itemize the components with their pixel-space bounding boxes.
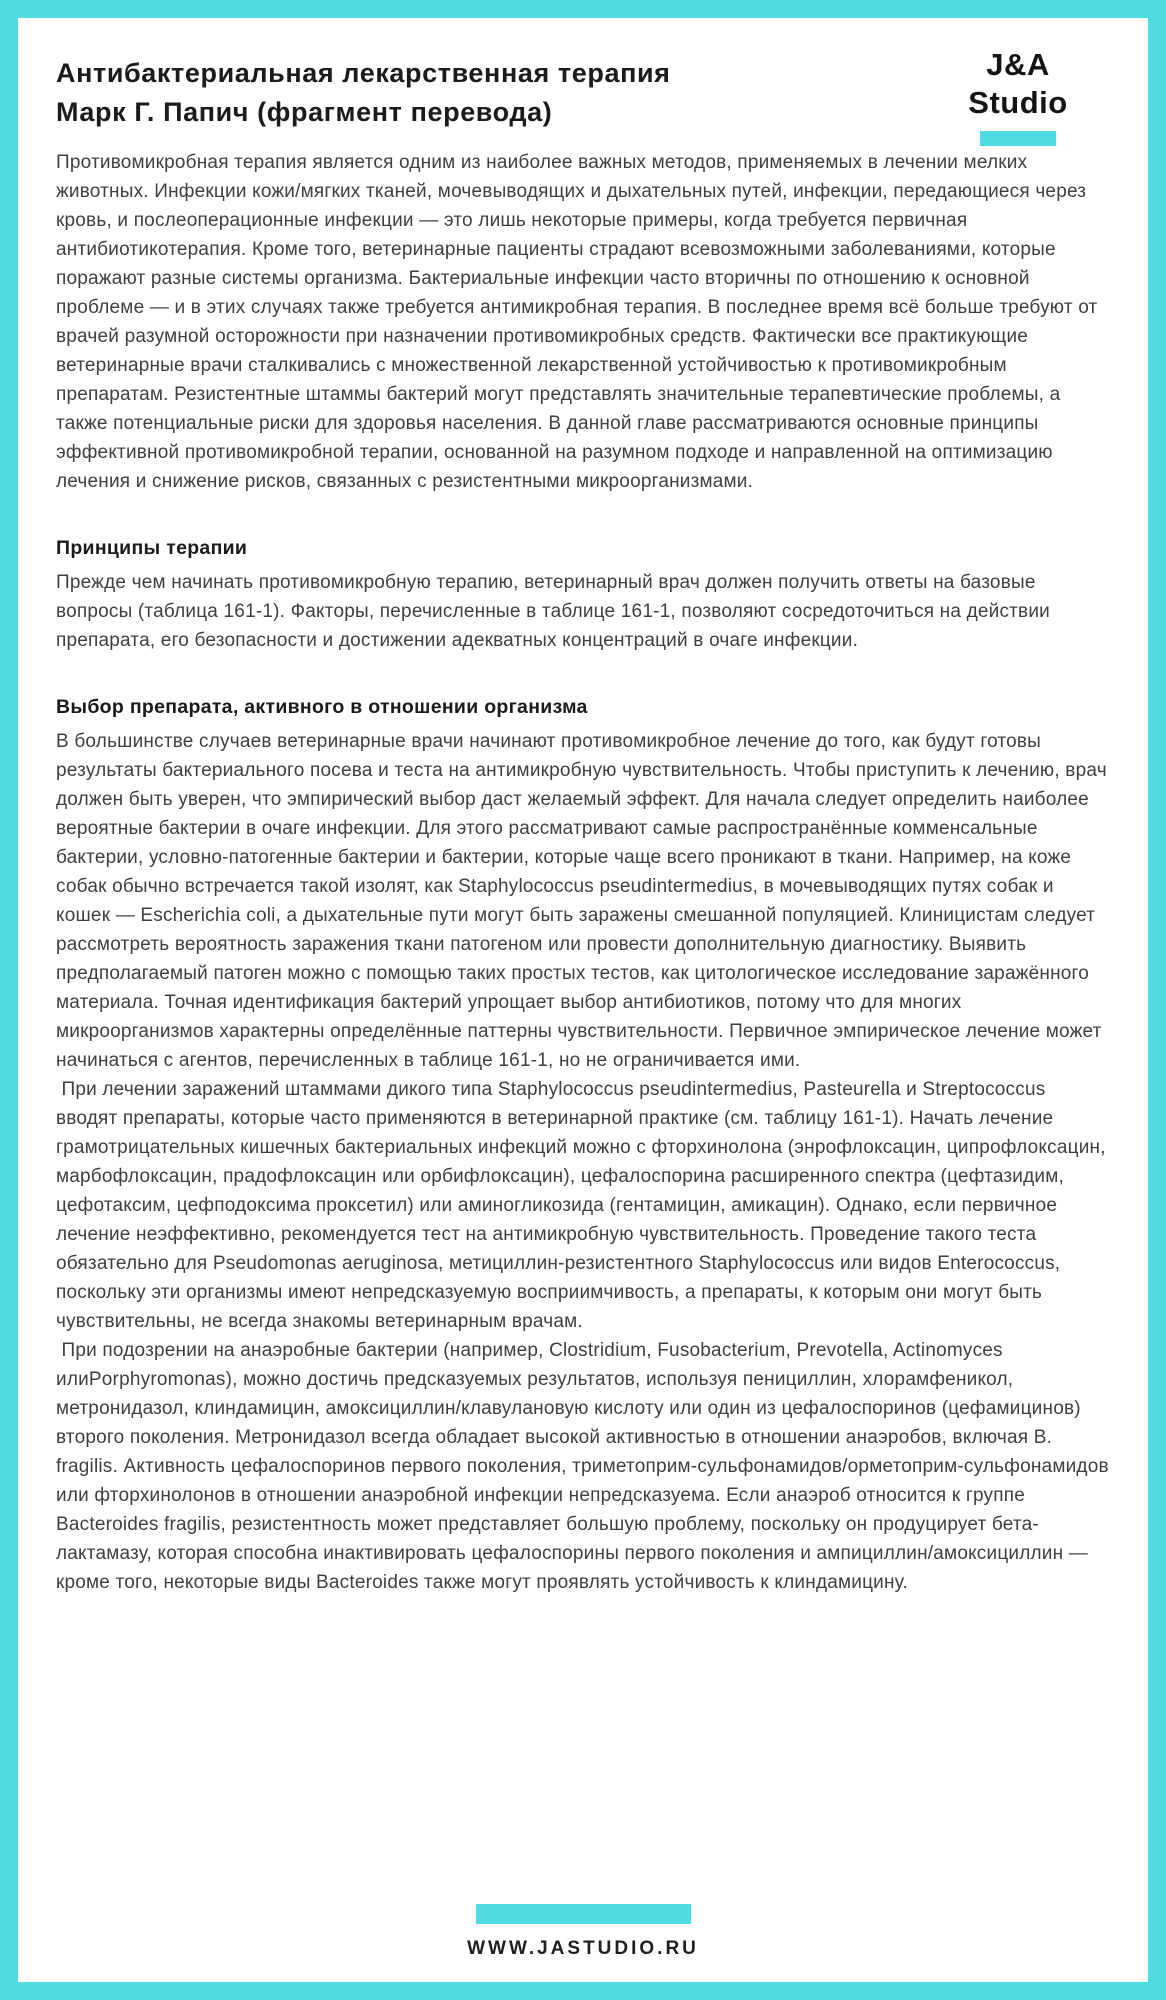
intro-section	[56, 148, 1110, 496]
footer-url: WWW.JASTUDIO.RU	[467, 1938, 699, 1959]
drug-choice-paragraph-3: При подозрении на анаэробные бактерии (например, Clostridium, Fusobacterium, Prevotella, Actinomyces илиPorphyromonas), можно достичь предсказуемых результатов, используя пенициллин, хлорамфеникол, метронидазол, клиндамицин, амоксициллин/клавулановую кислоту или один из цефалоспоринов (цефамицинов) второго поколения. Метронидазол всегда обладает высокой активностью в отношении анаэробов, включая B. fragilis. Активность цефалоспоринов первого поколения, триметоприм-сульфонамидов/орметоприм-сульфонамидов или фторхинолонов в отношении анаэробной инфекции непредсказуема. Если анаэроб относится к группе Bacteroides fragilis, резистентность может представляет большую проблему, поскольку он продуцирует бета-лактамазу, которая способна инактивировать цефалоспорины первого поколения и ампициллин/амоксициллин — кроме того, некоторые виды Bacteroides также могут проявлять устойчивость к клиндамицину.	[56, 1340, 1115, 1593]
footer-accent-bar	[476, 1904, 691, 1924]
section-principles	[56, 534, 1110, 655]
document-content	[18, 18, 1148, 1982]
studio-logo	[958, 46, 1078, 146]
principles-paragraph: Прежде чем начинать противомикробную терапию, ветеринарный врач должен получить ответы на базовые вопросы (таблица 161-1). Факторы, перечисленные в таблице 161-1, позволяют сосредоточиться на действии препарата, его безопасности и достижении адекватных концентраций в очаге инфекции.	[56, 572, 1056, 651]
logo-text-line-2: Studio	[968, 85, 1068, 120]
logo-text-line-1: J&A	[986, 47, 1050, 82]
title-line-1: Антибактериальная лекарственная терапия	[56, 58, 671, 88]
section-heading-principles: Принципы терапии	[56, 537, 248, 559]
drug-choice-paragraph-1: В большинстве случаев ветеринарные врачи начинают противомикробное лечение до того, как будут готовы результаты бактериального посева и теста на антимикробную чувствительность. Чтобы приступить к лечению, врач должен быть уверен, что эмпирический выбор даст желаемый эффект. Для начала следует определить наиболее вероятные бактерии в очаге инфекции. Для этого рассматривают самые распространённые комменсальные бактерии, условно-патогенные бактерии и бактерии, которые чаще всего проникают в ткани. Например, на коже собак обычно встречается такой изолят, как Staphylococcus pseudintermedius, в мочевыводящих путях собак и кошек — Escherichia coli, а дыхательные пути могут быть заражены смешанной популяцией. Клиницистам следует рассмотреть вероятность заражения ткани патогеном или провести дополнительную диагностику. Выявить предполагаемый патоген можно с помощью таких простых тестов, как цитологическое исследование заражённого материала. Точная идентификация бактерий упрощает выбор антибиотиков, потому что для многих микроорганизмов характерны определённые паттерны чувствительности. Первичное эмпирическое лечение может начинаться с агентов, перечисленных в таблице 161-1, но не ограничивается ими.	[56, 731, 1113, 1071]
document-body	[56, 148, 1115, 1597]
logo-underline-bar	[980, 131, 1056, 146]
page-title	[56, 46, 896, 132]
drug-choice-paragraph-2: При лечении заражений штаммами дикого типа Staphylococcus pseudintermedius, Pasteurella и Streptococcus вводят препараты, которые часто применяются в ветеринарной практике (см. таблицу 161-1). Начать лечение грамотрицательных кишечных бактериальных инфекций можно с фторхинолона (энрофлоксацин, ципрофлоксацин, марбофлоксацин, прадофлоксацин или орбифлоксацин), цефалоспорина расширенного спектра (цефтазидим, цефотаксим, цефподоксима проксетил) или аминогликозида (гентамицин, амикацин). Однако, если первичное лечение неэффективно, рекомендуется тест на антимикробную чувствительность. Проведение такого теста обязательно для Pseudomonas aeruginosa, метициллин-резистентного Staphylococcus или видов Enterococcus, поскольку эти организмы имеют непредсказуемую восприимчивость, а препараты, к которым они могут быть чувствительны, не всегда знакомы ветеринарным врачам.	[56, 1079, 1112, 1332]
title-line-2: Марк Г. Папич (фрагмент перевода)	[56, 97, 553, 127]
document-footer	[18, 1904, 1148, 1960]
intro-paragraph: Противомикробная терапия является одним из наиболее важных методов, применяемых в лечении мелких животных. Инфекции кожи/мягких тканей, мочевыводящих и дыхательных путей, инфекции, передающиеся через кровь, и послеоперационные инфекции — это лишь некоторые примеры, когда требуется первичная антибиотикотерапия. Кроме того, ветеринарные пациенты страдают всевозможными заболеваниями, которые поражают разные системы организма. Бактериальные инфекции часто вторичны по отношению к основной проблеме — и в этих случаях также требуется антимикробная терапия. В последнее время всё больше требуют от врачей разумной осторожности при назначении противомикробных средств. Фактически все практикующие ветеринарные врачи сталкивались с множественной лекарственной устойчивостью к противомикробным препаратам. Резистентные штаммы бактерий могут представлять значительные терапевтические проблемы, а также потенциальные риски для здоровья населения. В данной главе рассматриваются основные принципы эффективной противомикробной терапии, основанной на разумном подходе и направленной на оптимизацию лечения и снижение рисков, связанных с резистентными микроорганизмами.	[56, 152, 1103, 492]
document-header	[56, 46, 1110, 132]
section-drug-choice	[56, 693, 1115, 1597]
section-heading-drug-choice: Выбор препарата, активного в отношении организма	[56, 696, 588, 718]
